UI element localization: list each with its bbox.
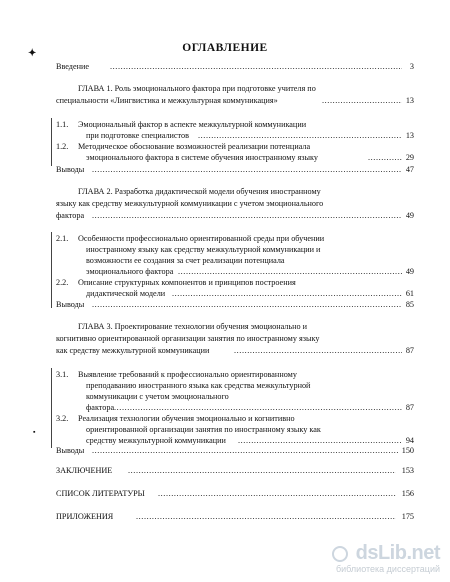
toc-s1-2-line2: эмоционального фактора в системе обучения иностранному языку: [86, 153, 318, 162]
toc-s3-2-num: 3.2.: [56, 414, 69, 423]
toc-s3-1-line2: преподаванию иностранного языка как средства межкультурной: [86, 381, 311, 390]
toc-dots: [92, 211, 402, 222]
section-bracket: [51, 232, 52, 308]
toc-chapter3-line1: ГЛАВА 3. Проектирование технологии обучения эмоционально и: [78, 322, 308, 331]
toc-dots: [128, 466, 396, 477]
toc-dots: [92, 300, 402, 311]
toc-dots: [238, 436, 402, 447]
dslib-logo-icon: [332, 546, 348, 562]
toc-s3-1-num: 3.1.: [56, 370, 69, 379]
toc-intro-label: Введение: [56, 62, 90, 71]
toc-title: ОГЛАВЛЕНИЕ: [182, 42, 268, 54]
section-bracket: [51, 118, 52, 166]
toc-chapter1-line2: специальности «Лингвистика и межкультурная коммуникация»: [56, 96, 278, 105]
toc-chapter3-page: 87: [405, 346, 414, 355]
toc-references-label: СПИСОК ЛИТЕРАТУРЫ: [56, 489, 145, 498]
toc-s2-1-num: 2.1.: [56, 234, 69, 243]
toc-chapter2-line1: ГЛАВА 2. Разработка дидактической модели обучения иностранному: [78, 187, 321, 196]
toc-intro-page: 3: [409, 62, 414, 71]
toc-s2-1-line2: иностранному языку как средству межкультурной коммуникации и: [86, 245, 321, 254]
toc-dots: [158, 489, 396, 500]
toc-chapter2-line2: языку как средству межкультурной коммуникации с учетом эмоционального: [56, 199, 324, 208]
toc-chapter3-conclusions: Выводы: [56, 446, 85, 455]
toc-s3-1-line1: Выявление требований к профессионально ориентированному: [78, 370, 297, 379]
toc-dots: [234, 346, 402, 357]
toc-dots: [92, 165, 402, 176]
toc-references-page: 156: [401, 489, 414, 498]
toc-chapter1-conclusions-page: 47: [405, 165, 414, 174]
toc-s2-2-line1: Описание структурных компонентов и принципов построения: [78, 278, 296, 287]
toc-s1-1-line1: Эмоциональный фактор в аспекте межкультурной коммуникации: [78, 120, 307, 129]
toc-conclusion-label: ЗАКЛЮЧЕНИЕ: [56, 466, 113, 475]
toc-s2-1-line1: Особенности профессионально ориентированной среды при обучении: [78, 234, 325, 243]
toc-s2-2-num: 2.2.: [56, 278, 69, 287]
toc-chapter3-line2: когнитивно ориентированной организации занятия по иностранному языку: [56, 334, 320, 343]
toc-s3-2-line1: Реализация технологии обучения эмоционально и когнитивно: [78, 414, 295, 423]
toc-s2-1-line3: возможности ее создания за счет реализации потенциала: [86, 256, 285, 265]
toc-s3-2-line2: ориентированной организации занятия по иностранному языку как: [86, 425, 321, 434]
watermark-site: dsLib.net: [355, 542, 440, 564]
toc-s1-1-num: 1.1.: [56, 120, 69, 129]
toc-s1-2-page: 29: [405, 153, 414, 162]
toc-s2-1-page: 49: [405, 267, 414, 276]
toc-s1-2-line1: Методическое обоснование возможностей реализации потенциала: [78, 142, 311, 151]
toc-chapter2-conclusions-page: 85: [405, 300, 414, 309]
toc-s3-1-line3: коммуникации с учетом эмоционального: [86, 392, 229, 401]
toc-appendices-label: ПРИЛОЖЕНИЯ: [56, 512, 114, 521]
toc-chapter1-line1: ГЛАВА 1. Роль эмоционального фактора при подготовке учителя по: [78, 84, 316, 93]
margin-mark: ✦: [28, 48, 37, 59]
toc-dots: [198, 131, 402, 142]
toc-s3-2-page: 94: [405, 436, 414, 445]
toc-dots: [92, 446, 398, 457]
toc-s2-1-line4: эмоционального фактора: [86, 267, 174, 276]
toc-s2-2-page: 61: [405, 289, 414, 298]
section-bracket: [51, 368, 52, 448]
dslib-watermark: [290, 542, 440, 576]
toc-s3-1-page: 87: [405, 403, 414, 412]
toc-s3-1-line4: фактора: [86, 403, 115, 412]
margin-mark-bottom: ▪: [33, 428, 36, 436]
toc-chapter2-line3: фактора: [56, 211, 85, 220]
toc-chapter2-page: 49: [405, 211, 414, 220]
toc-s3-2-line3: средству межкультурной коммуникации: [86, 436, 226, 445]
toc-chapter2-conclusions: Выводы: [56, 300, 85, 309]
watermark-subtitle: библиотека диссертаций: [335, 564, 440, 574]
toc-dots: [114, 403, 402, 414]
toc-dots: [178, 267, 402, 278]
toc-s1-2-num: 1.2.: [56, 142, 69, 151]
toc-chapter1-conclusions: Выводы: [56, 165, 85, 174]
toc-s1-1-line2: при подготовке специалистов: [86, 131, 189, 140]
toc-dots: [110, 62, 402, 73]
toc-chapter3-line3: как средству межкультурной коммуникации: [56, 346, 210, 355]
toc-s1-1-page: 13: [405, 131, 414, 140]
toc-appendices-page: 175: [401, 512, 414, 521]
toc-dots: [136, 512, 396, 523]
toc-dots: [172, 289, 402, 300]
toc-chapter1-page: 13: [405, 96, 414, 105]
toc-dots: [322, 96, 402, 107]
toc-conclusion-page: 153: [401, 466, 414, 475]
toc-s2-2-line2: дидактической модели: [86, 289, 166, 298]
toc-chapter3-conclusions-page: 150: [401, 446, 414, 455]
toc-dots: [368, 153, 402, 164]
